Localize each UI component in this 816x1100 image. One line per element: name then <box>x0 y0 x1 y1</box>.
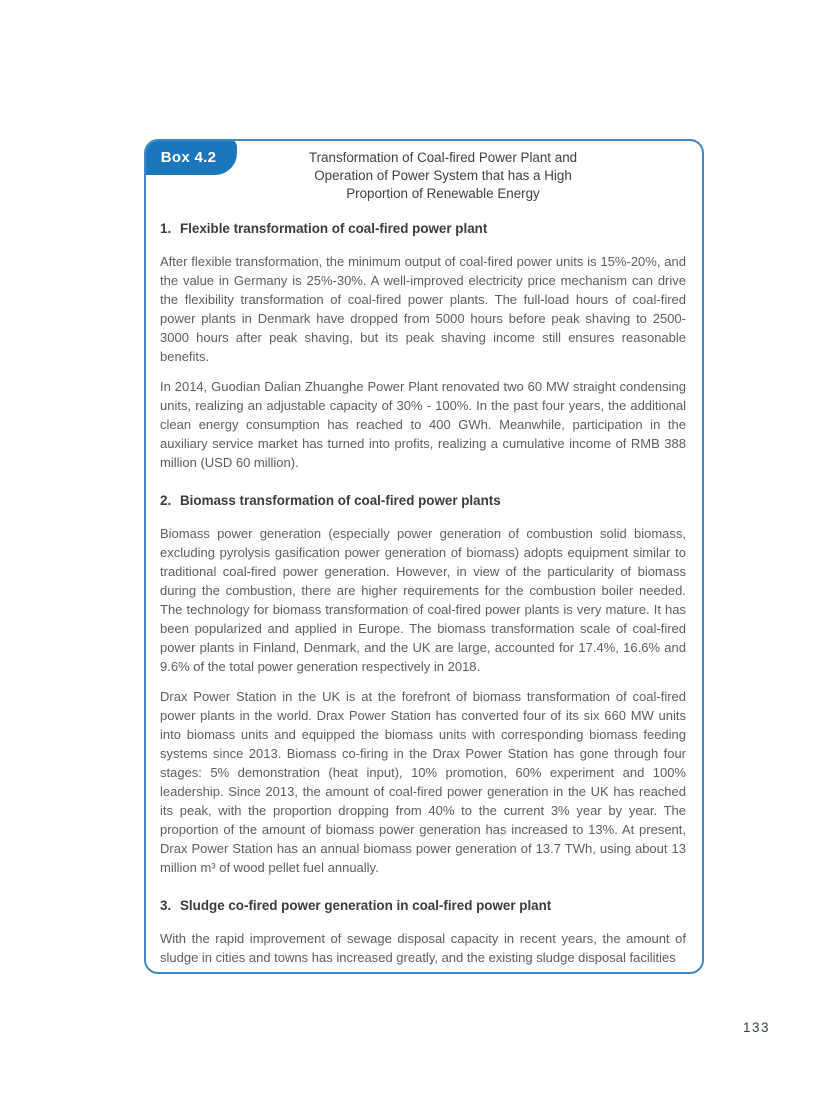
box-label-tab <box>144 139 237 175</box>
section-number: 3. <box>160 898 172 913</box>
section-number: 2. <box>160 493 172 508</box>
section-heading-text: Sludge co-fired power generation in coal-fired power plant <box>180 898 552 913</box>
paragraph: After flexible transformation, the minimum output of coal-fired power units is 15%-20%, and the value in Germany is 25%-30%. A well-improved electricity price mechanism can drive the flexibility transformation of coal-fired power plants. The full-load hours of coal-fired power plants in Denmark have dropped from 5000 hours before peak shaving to 2500-3000 hours after peak shaving, but its peak shaving income still ensures reasonable benefits. <box>160 254 686 364</box>
box-4-2-panel <box>144 139 704 974</box>
section-heading-1 <box>160 220 686 238</box>
section-heading-2 <box>160 492 686 510</box>
page-number: 133 <box>742 1020 770 1035</box>
section-heading-text: Biomass transformation of coal-fired power plants <box>180 493 501 508</box>
section-heading-3 <box>160 897 686 915</box>
box-title-line: Proportion of Renewable Energy <box>346 186 540 201</box>
section-number: 1. <box>160 221 172 236</box>
box-title-line: Operation of Power System that has a High <box>314 168 572 183</box>
paragraph: Drax Power Station in the UK is at the forefront of biomass transformation of coal-fired power plants in the world. Drax Power Station has converted four of its six 660 MW units into biomass units and equipped the biomass units with corresponding biomass feeding systems since 2013. Biomass co-firing in the Drax Power Station has gone through four stages: 5% demonstration (heat input), 10% promotion, 60% experiment and 100% leadership. Since 2013, the amount of coal-fired power generation in the UK has reached its peak, with the proportion dropping from 40% to the current 3% year by year. The proportion of the amount of biomass power generation has increased to 13%. At present, Drax Power Station has an annual biomass power generation of 13.7 TWh, using about 13 million m³ of wood pellet fuel annually. <box>160 689 686 875</box>
box-title <box>160 149 686 203</box>
box-label: Box 4.2 <box>160 148 217 166</box>
paragraph: With the rapid improvement of sewage disposal capacity in recent years, the amount of sludge in cities and towns has increased greatly, and the existing sludge disposal facilities <box>160 931 686 965</box>
paragraph: Biomass power generation (especially power generation of combustion solid biomass, excluding pyrolysis gasification power generation of biomass) adopts equipment similar to traditional coal-fired power generation. However, in view of the particularity of biomass during the combustion, there are higher requirements for the combustion boiler needed. The technology for biomass transformation of coal-fired power plants is very mature. It has been popularized and applied in Europe. The biomass transformation scale of coal-fired power plants in Finland, Denmark, and the UK are large, accounted for 17.4%, 16.6% and 9.6% of the total power generation respectively in 2018. <box>160 526 686 674</box>
paragraph: In 2014, Guodian Dalian Zhuanghe Power Plant renovated two 60 MW straight condensing units, realizing an adjustable capacity of 30% - 100%. In the past four years, the additional clean energy consumption has reached to 400 GWh. Meanwhile, participation in the auxiliary service market has turned into profits, realizing a cumulative income of RMB 388 million (USD 60 million). <box>160 379 686 470</box>
section-heading-text: Flexible transformation of coal-fired power plant <box>180 221 488 236</box>
box-title-line: Transformation of Coal-fired Power Plant and <box>308 150 578 165</box>
